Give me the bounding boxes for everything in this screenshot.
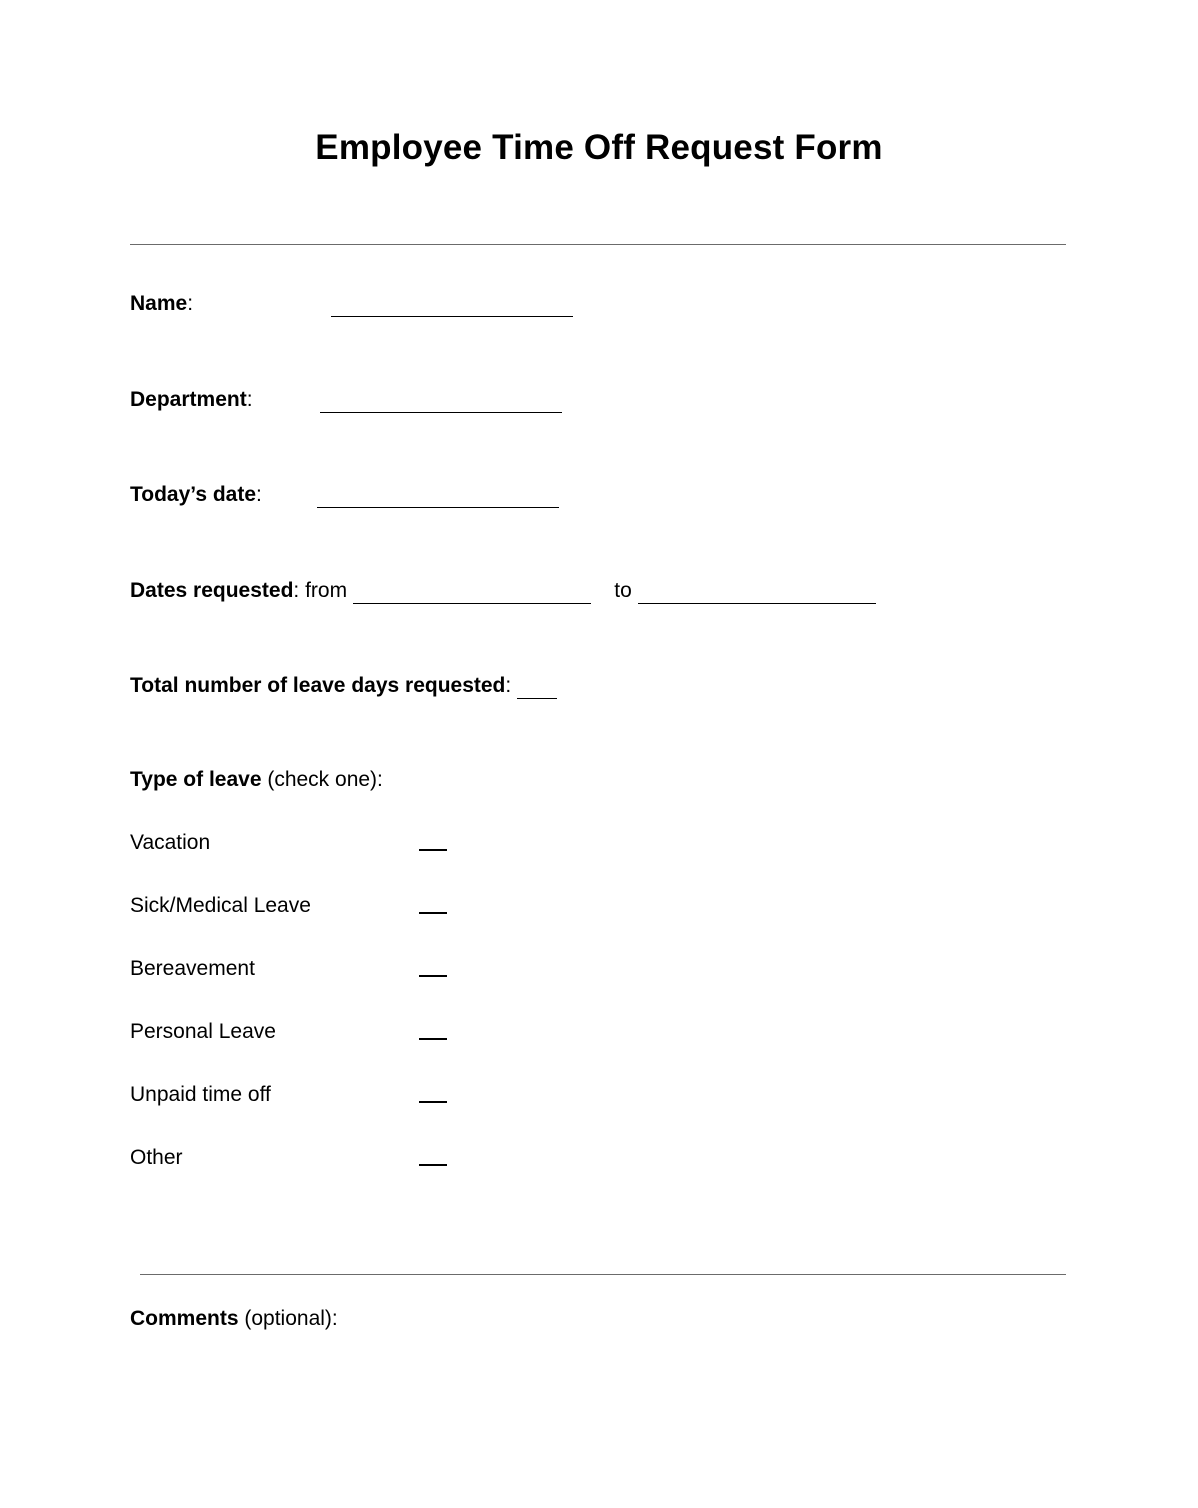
leave-type-label: Unpaid time off	[130, 1083, 271, 1106]
leave-type-checkbox-blank[interactable]	[419, 849, 447, 851]
leave-type-label: Other	[130, 1146, 183, 1169]
name-colon: :	[187, 292, 194, 315]
leave-type-label: Sick/Medical Leave	[130, 894, 311, 917]
field-total-days	[130, 673, 557, 699]
dates-to-input-blank[interactable]	[638, 589, 876, 604]
type-of-leave-label: Type of leave	[130, 768, 262, 791]
field-name	[130, 291, 573, 317]
list-item[interactable]	[130, 957, 650, 1020]
dates-from-label: from	[305, 579, 348, 602]
name-label: Name	[130, 292, 188, 315]
total-days-input-blank[interactable]	[517, 681, 557, 699]
list-item[interactable]	[130, 831, 650, 894]
divider-top	[130, 244, 1066, 245]
department-label: Department	[130, 388, 247, 411]
divider-bottom	[140, 1274, 1066, 1275]
leave-type-checkbox-blank[interactable]	[419, 1101, 447, 1103]
list-item[interactable]	[130, 1083, 650, 1146]
name-input-blank[interactable]	[331, 302, 573, 317]
department-colon: :	[246, 388, 253, 411]
total-days-label: Total number of leave days requested	[130, 674, 506, 697]
comments-label: Comments	[130, 1307, 239, 1330]
leave-type-label: Bereavement	[130, 957, 255, 980]
comments-heading	[130, 1307, 338, 1331]
todays-date-input-blank[interactable]	[317, 493, 559, 508]
dates-from-input-blank[interactable]	[353, 589, 591, 604]
dates-to-label: to	[614, 579, 632, 602]
type-of-leave-note: (check one):	[261, 768, 383, 791]
leave-type-list	[130, 831, 650, 1209]
leave-type-checkbox-blank[interactable]	[419, 912, 447, 914]
field-department	[130, 387, 562, 413]
leave-type-checkbox-blank[interactable]	[419, 975, 447, 977]
leave-type-label: Vacation	[130, 831, 211, 854]
type-of-leave-heading	[130, 767, 383, 793]
leave-type-checkbox-blank[interactable]	[419, 1164, 447, 1166]
leave-type-checkbox-blank[interactable]	[419, 1038, 447, 1040]
page-title: Employee Time Off Request Form	[315, 128, 883, 167]
todays-date-colon: :	[256, 483, 262, 506]
todays-date-label: Today’s date	[130, 483, 257, 506]
leave-type-label: Personal Leave	[130, 1020, 276, 1043]
list-item[interactable]	[130, 1146, 650, 1209]
total-days-colon: :	[505, 674, 518, 697]
list-item[interactable]	[130, 894, 650, 957]
department-input-blank[interactable]	[320, 398, 562, 413]
dates-requested-colon: :	[293, 579, 306, 602]
list-item[interactable]	[130, 1020, 650, 1083]
dates-requested-label: Dates requested	[130, 579, 294, 602]
field-todays-date	[130, 482, 559, 508]
comments-note: (optional):	[238, 1307, 338, 1330]
field-dates-requested	[130, 578, 876, 604]
